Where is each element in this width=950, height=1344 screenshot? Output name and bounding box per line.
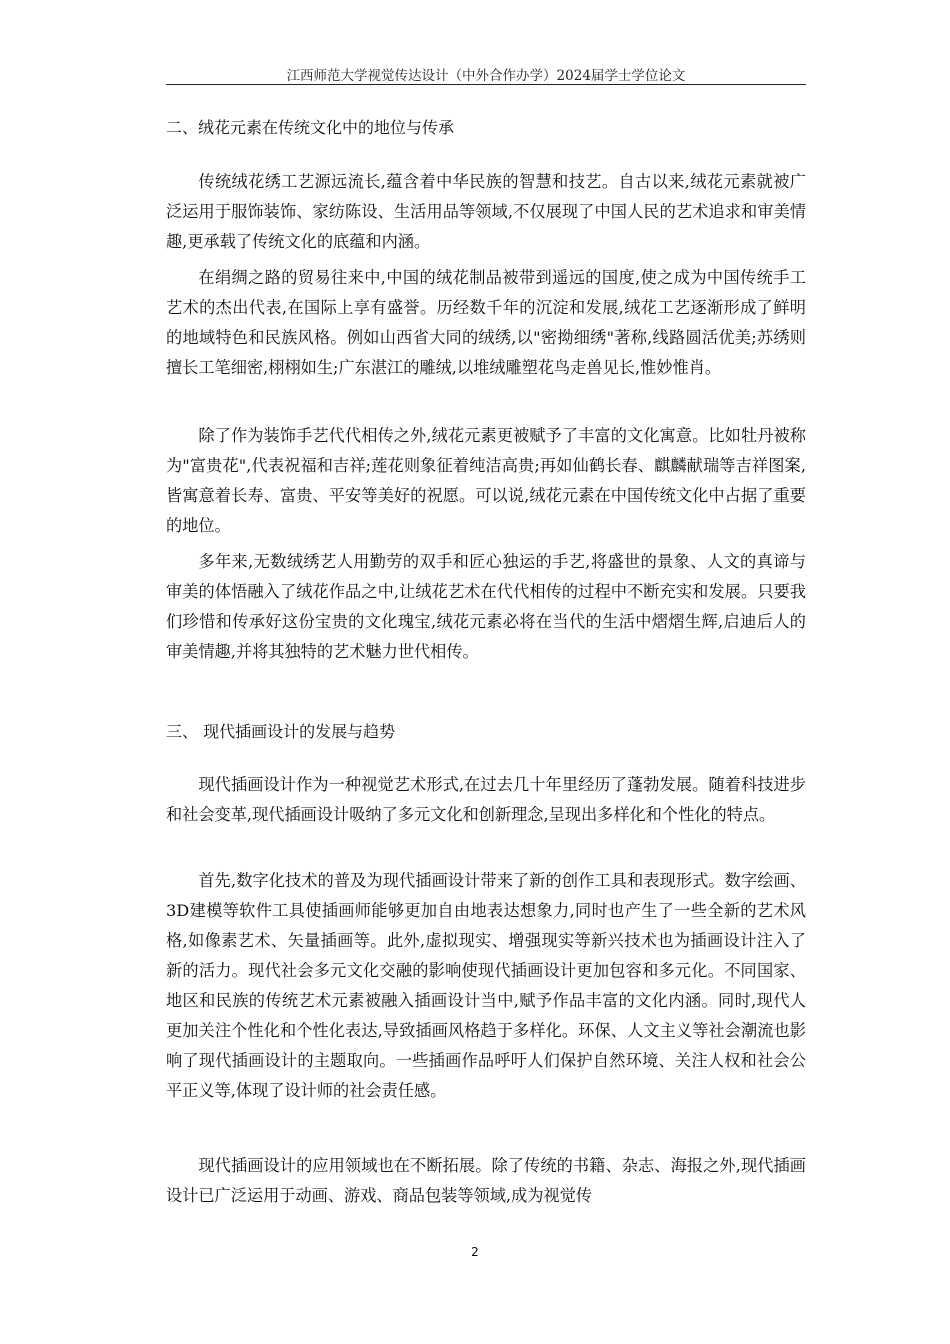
header-rule: [166, 84, 806, 85]
section-heading-3: 三、 现代插画设计的发展与趋势: [166, 722, 396, 741]
paragraph: 首先,数字化技术的普及为现代插画设计带来了新的创作工具和表现形式。数字绘画、3D建模等软件工具使插画师能够更加自由地表达想象力,同时也产生了一些全新的艺术风格,如像素艺术、矢量插画等。此外,虚拟现实、增强现实等新兴技术也为插画设计注入了新的活力。现代社会多元文化交融的影响使现代插画设计更加包容和多元化。不同国家、地区和民族的传统艺术元素被融入插画设计当中,赋予作品丰富的文化内涵。同时,现代人更加关注个性化和个性化表达,导致插画风格趋于多样化。环保、人文主义等社会潮流也影响了现代插画设计的主题取向。一些插画作品呼吁人们保护自然环境、关注人权和社会公平正义等,体现了设计师的社会责任感。: [166, 871, 806, 1100]
paragraph: 除了作为装饰手艺代代相传之外,绒花元素更被赋予了丰富的文化寓意。比如牡丹被称为"富贵花",代表祝福和吉祥;莲花则象征着纯洁高贵;再如仙鹤长春、麒麟献瑞等吉祥图案,皆寓意着长寿、富贵、平安等美好的祝愿。可以说,绒花元素在中国传统文化中占据了重要的地位。: [166, 426, 806, 535]
paragraph: 多年来,无数绒绣艺人用勤劳的双手和匠心独运的手艺,将盛世的景象、人文的真谛与审美的体悟融入了绒花作品之中,让绒花艺术在代代相传的过程中不断充实和发展。只要我们珍惜和传承好这份宝贵的文化瑰宝,绒花元素必将在当代的生活中熠熠生辉,启迪后人的审美情趣,并将其独特的艺术魅力世代相传。: [166, 552, 806, 661]
paragraph: 现代插画设计作为一种视觉艺术形式,在过去几十年里经历了蓬勃发展。随着科技进步和社会变革,现代插画设计吸纳了多元文化和创新理念,呈现出多样化和个性化的特点。: [166, 775, 806, 824]
paragraph: 现代插画设计的应用领域也在不断拓展。除了传统的书籍、杂志、海报之外,现代插画设计已广泛运用于动画、游戏、商品包装等领域,成为视觉传: [166, 1156, 806, 1205]
paragraph: 在绢绸之路的贸易往来中,中国的绒花制品被带到遥远的国度,使之成为中国传统手工艺术的杰出代表,在国际上享有盛誉。历经数千年的沉淀和发展,绒花工艺逐渐形成了鲜明的地域特色和民族风格。例如山西省大同的绒绣,以"密拗细绣"著称,线路圆活优美;苏绣则擅长工笔细密,栩栩如生;广东湛江的雕绒,以堆绒雕塑花鸟走兽见长,惟妙惟肖。: [166, 268, 806, 377]
paragraph: 传统绒花绣工艺源远流长,蕴含着中华民族的智慧和技艺。自古以来,绒花元素就被广泛运用于服饰装饰、家纺陈设、生活用品等领域,不仅展现了中国人民的艺术追求和审美情趣,更承载了传统文化的底蕴和内涵。: [166, 172, 806, 251]
section-heading-2: 二、绒花元素在传统文化中的地位与传承: [166, 118, 455, 137]
running-header: 江西师范大学视觉传达设计（中外合作办学）2024届学士学位论文: [286, 68, 686, 84]
page-number: 2: [471, 1245, 479, 1259]
